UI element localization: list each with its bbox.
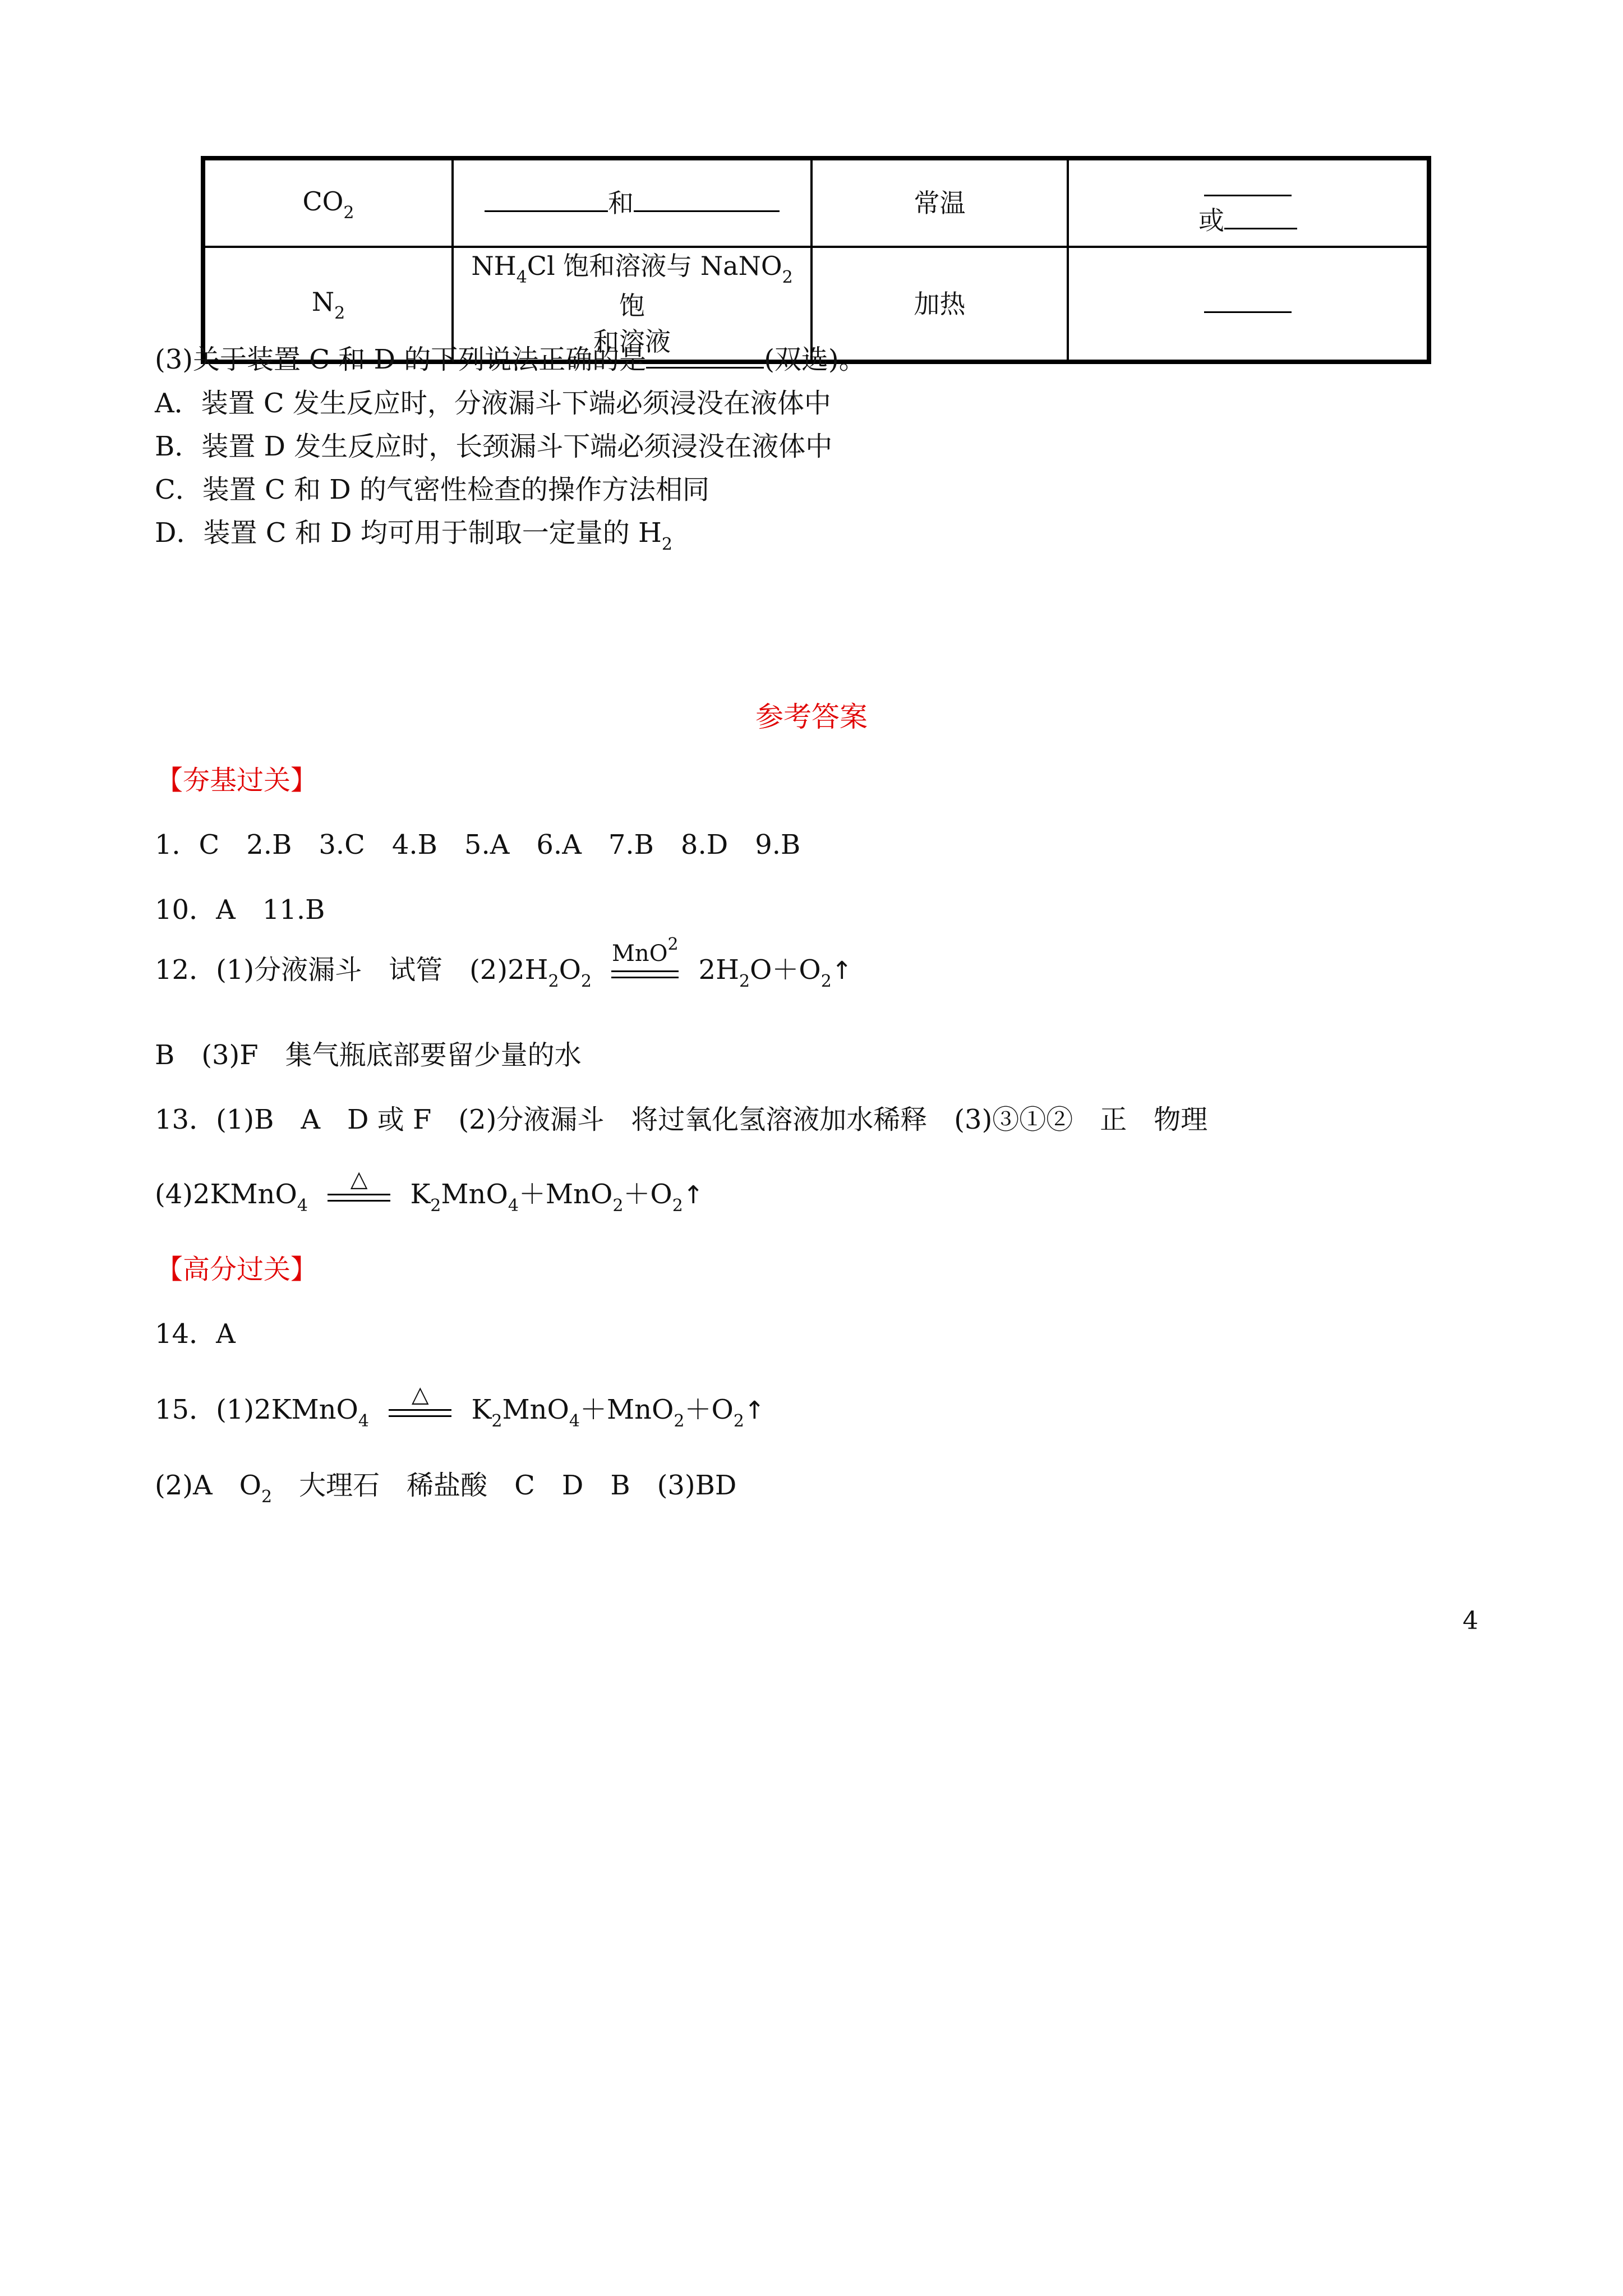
answer-blank[interactable] [1204,287,1292,313]
gas-arrow-icon: ↑ [683,1181,704,1209]
option-b: B．装置 D 发生反应时，长颈漏斗下端必须浸没在液体中 [155,431,833,462]
page-number: 4 [1463,1607,1478,1635]
cell-gas-co2: $CO_2$ [203,158,453,247]
question-3-stem: (3)关于装置 C 和 D 的下列说法正确的是 (双选)。 [155,338,866,376]
answer-line-1-9: 1．C 2.B 3.C 4.B 5.A 6.A 7.B 8.D 9.B [155,829,801,861]
table-row-co2 [203,158,1429,247]
cell-device-co2: 或 [1068,158,1429,247]
option-d: D．装置 C 和 D 均可用于制取一定量的 $H_2$ [155,517,672,554]
cell-condition-co2: 常温 [811,158,1068,247]
section-heading-basic: 【夯基过关】 [156,765,318,796]
reaction-arrow-catalyst: MnO$^2$ [611,941,679,978]
reaction-arrow-heat: △ [328,1167,390,1202]
option-c: C．装置 C 和 D 的气密性检查的操作方法相同 [155,474,709,505]
cell-reagents-n2: $NH_4Cl$ 饱和溶液与 NaNO$_2$ 饱 和溶液 [453,247,811,362]
gas-preparation-table [201,156,1431,364]
answer-blank[interactable] [646,342,764,369]
section-heading-advanced: 【高分过关】 [156,1254,318,1285]
answer-blank[interactable] [485,186,608,212]
answer-line-10-11: 10．A 11.B [155,894,325,926]
answer-line-12: 12．(1)分液漏斗 试管 $(2)2H_2O_2$ MnO$^2$ $2H_2O+O_2↑$ [155,934,852,991]
answer-blank[interactable] [1224,203,1297,229]
answer-blank[interactable] [634,186,780,212]
cell-reagents-co2: 和 [453,158,811,247]
cell-device-n2 [1068,247,1429,362]
answer-line-13-4: (4)2KMnO$_4$ △ $K_2MnO_4+MnO_2+O_2↑$ [155,1166,704,1216]
answer-line-15-2: (2)A $O_2$ 大理石 稀盐酸 C D B (3)BD [155,1470,737,1507]
cell-gas-n2: $N_2$ [203,247,453,362]
answer-line-15-1: 15．(1)2KMnO$_4$ △ $K_2MnO_4+MnO_2+O_2↑$ [155,1381,765,1431]
gas-arrow-icon: ↑ [744,1396,765,1425]
answers-title: 参考答案 [755,701,868,733]
gas-arrow-icon: ↑ [831,956,852,985]
answer-line-14: 14．A [155,1318,236,1350]
answer-line-13: 13．(1)B A D 或 F (2)分液漏斗 将过氧化氢溶液加水稀释 (3)③①② 正 物理 [155,1104,1208,1135]
cell-condition-n2: 加热 [811,247,1068,362]
reaction-arrow-heat: △ [389,1382,451,1417]
option-a: A．装置 C 发生反应时，分液漏斗下端必须浸没在液体中 [155,388,831,419]
answer-blank[interactable] [1204,170,1292,196]
answer-line-12-cont: B (3)F 集气瓶底部要留少量的水 [155,1039,582,1071]
